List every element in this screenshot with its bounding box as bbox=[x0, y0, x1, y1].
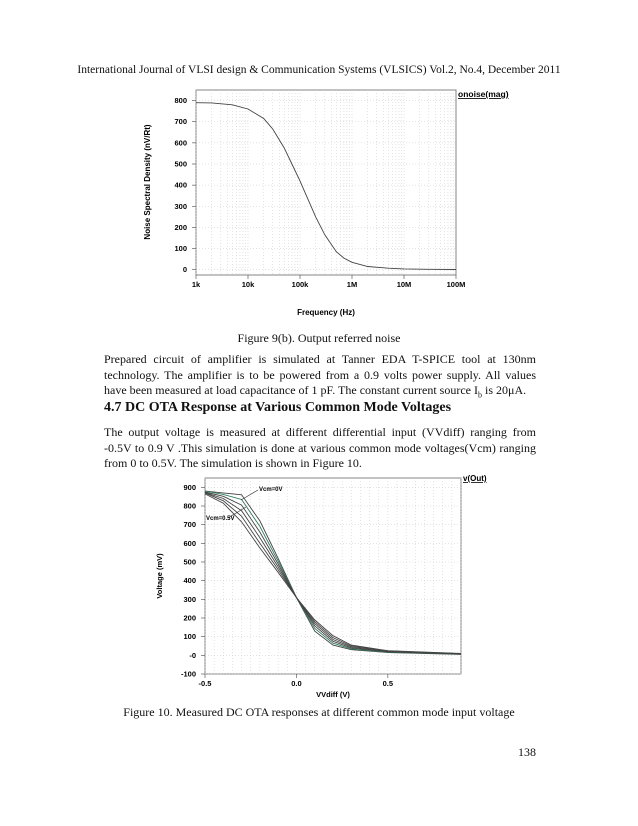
x-tick-label: 0.5 bbox=[382, 679, 394, 688]
plot-area bbox=[196, 90, 456, 275]
y-tick-label: -0 bbox=[189, 650, 196, 660]
section-heading: 4.7 DC OTA Response at Various Common Mode Voltages bbox=[104, 400, 452, 415]
paragraph-1-end: is 20μA. bbox=[482, 383, 527, 397]
y-axis-label: Noise Spectral Density (nV/Rt) bbox=[143, 124, 152, 240]
y-tick-label: 100 bbox=[183, 632, 196, 642]
paragraph-1 bbox=[104, 352, 536, 403]
x-tick-label: 1M bbox=[346, 280, 358, 289]
y-tick-label: 100 bbox=[174, 244, 187, 254]
y-tick-label: 400 bbox=[183, 576, 196, 586]
figure2-caption: Figure 10. Measured DC OTA responses at different common mode input voltage bbox=[123, 705, 515, 719]
paragraph-2: The output voltage is measured at different differential input (VVdiff) ranging from -0.5V to 0.9 V .This simulation is done at various common mode voltages(Vcm) ranging from 0 to 0.5V. The simulation is shown in Figure 10. bbox=[104, 425, 536, 470]
x-axis-label: Frequency (Hz) bbox=[297, 308, 355, 317]
y-tick-label: 800 bbox=[174, 96, 187, 106]
paragraph-1-sub: b bbox=[478, 390, 482, 400]
x-tick-label: -0.5 bbox=[198, 679, 212, 688]
y-tick-label: 500 bbox=[183, 557, 196, 567]
y-tick-label: 0 bbox=[182, 265, 187, 275]
x-tick-label: 10M bbox=[396, 280, 412, 289]
x-axis-label: VVdiff (V) bbox=[316, 690, 350, 699]
x-tick-label: 100k bbox=[291, 280, 309, 289]
y-tick-label: 200 bbox=[183, 613, 196, 623]
y-tick-label: 500 bbox=[174, 159, 187, 169]
x-tick-label: 0.0 bbox=[291, 679, 302, 688]
journal-header: International Journal of VLSI design & Communication Systems (VLSICS) Vol.2, No.4, December 2011 bbox=[77, 64, 561, 76]
page-number: 138 bbox=[518, 745, 536, 759]
x-tick-label: 10k bbox=[241, 280, 255, 289]
y-tick-label: 300 bbox=[174, 201, 187, 211]
dc-ota-chart bbox=[0, 470, 638, 710]
y-tick-label: 400 bbox=[174, 180, 187, 190]
annotation-vcm05-label: Vcm=0.5V bbox=[206, 516, 235, 522]
figure1-caption: Figure 9(b). Output referred noise bbox=[237, 331, 401, 345]
y-tick-label: 600 bbox=[183, 538, 196, 548]
y-tick-label: 600 bbox=[174, 138, 187, 148]
y-axis-label: Voltage (mV) bbox=[155, 553, 164, 599]
y-tick-label: 200 bbox=[174, 222, 187, 232]
x-tick-label: 100M bbox=[446, 280, 466, 289]
annotation-vcm0-label: Vcm=0V bbox=[259, 487, 283, 493]
paragraph-1-text: Prepared circuit of amplifier is simulated at Tanner EDA T-SPICE tool at 130nm technology. The amplifier is to be powered from a 0.9 volts power supply. All values have been measured at load capacitance of 1 pF. The constant current source I bbox=[104, 352, 536, 397]
legend-label: v(Out) bbox=[463, 474, 487, 483]
y-tick-label: 700 bbox=[183, 520, 196, 530]
y-tick-label: -100 bbox=[180, 669, 196, 679]
y-tick-label: 700 bbox=[174, 117, 187, 127]
y-tick-label: 900 bbox=[183, 482, 196, 492]
legend-label: onoise(mag) bbox=[458, 89, 509, 99]
x-tick-label: 1k bbox=[191, 280, 201, 289]
y-tick-label: 800 bbox=[183, 501, 196, 511]
y-tick-label: 300 bbox=[183, 594, 196, 604]
